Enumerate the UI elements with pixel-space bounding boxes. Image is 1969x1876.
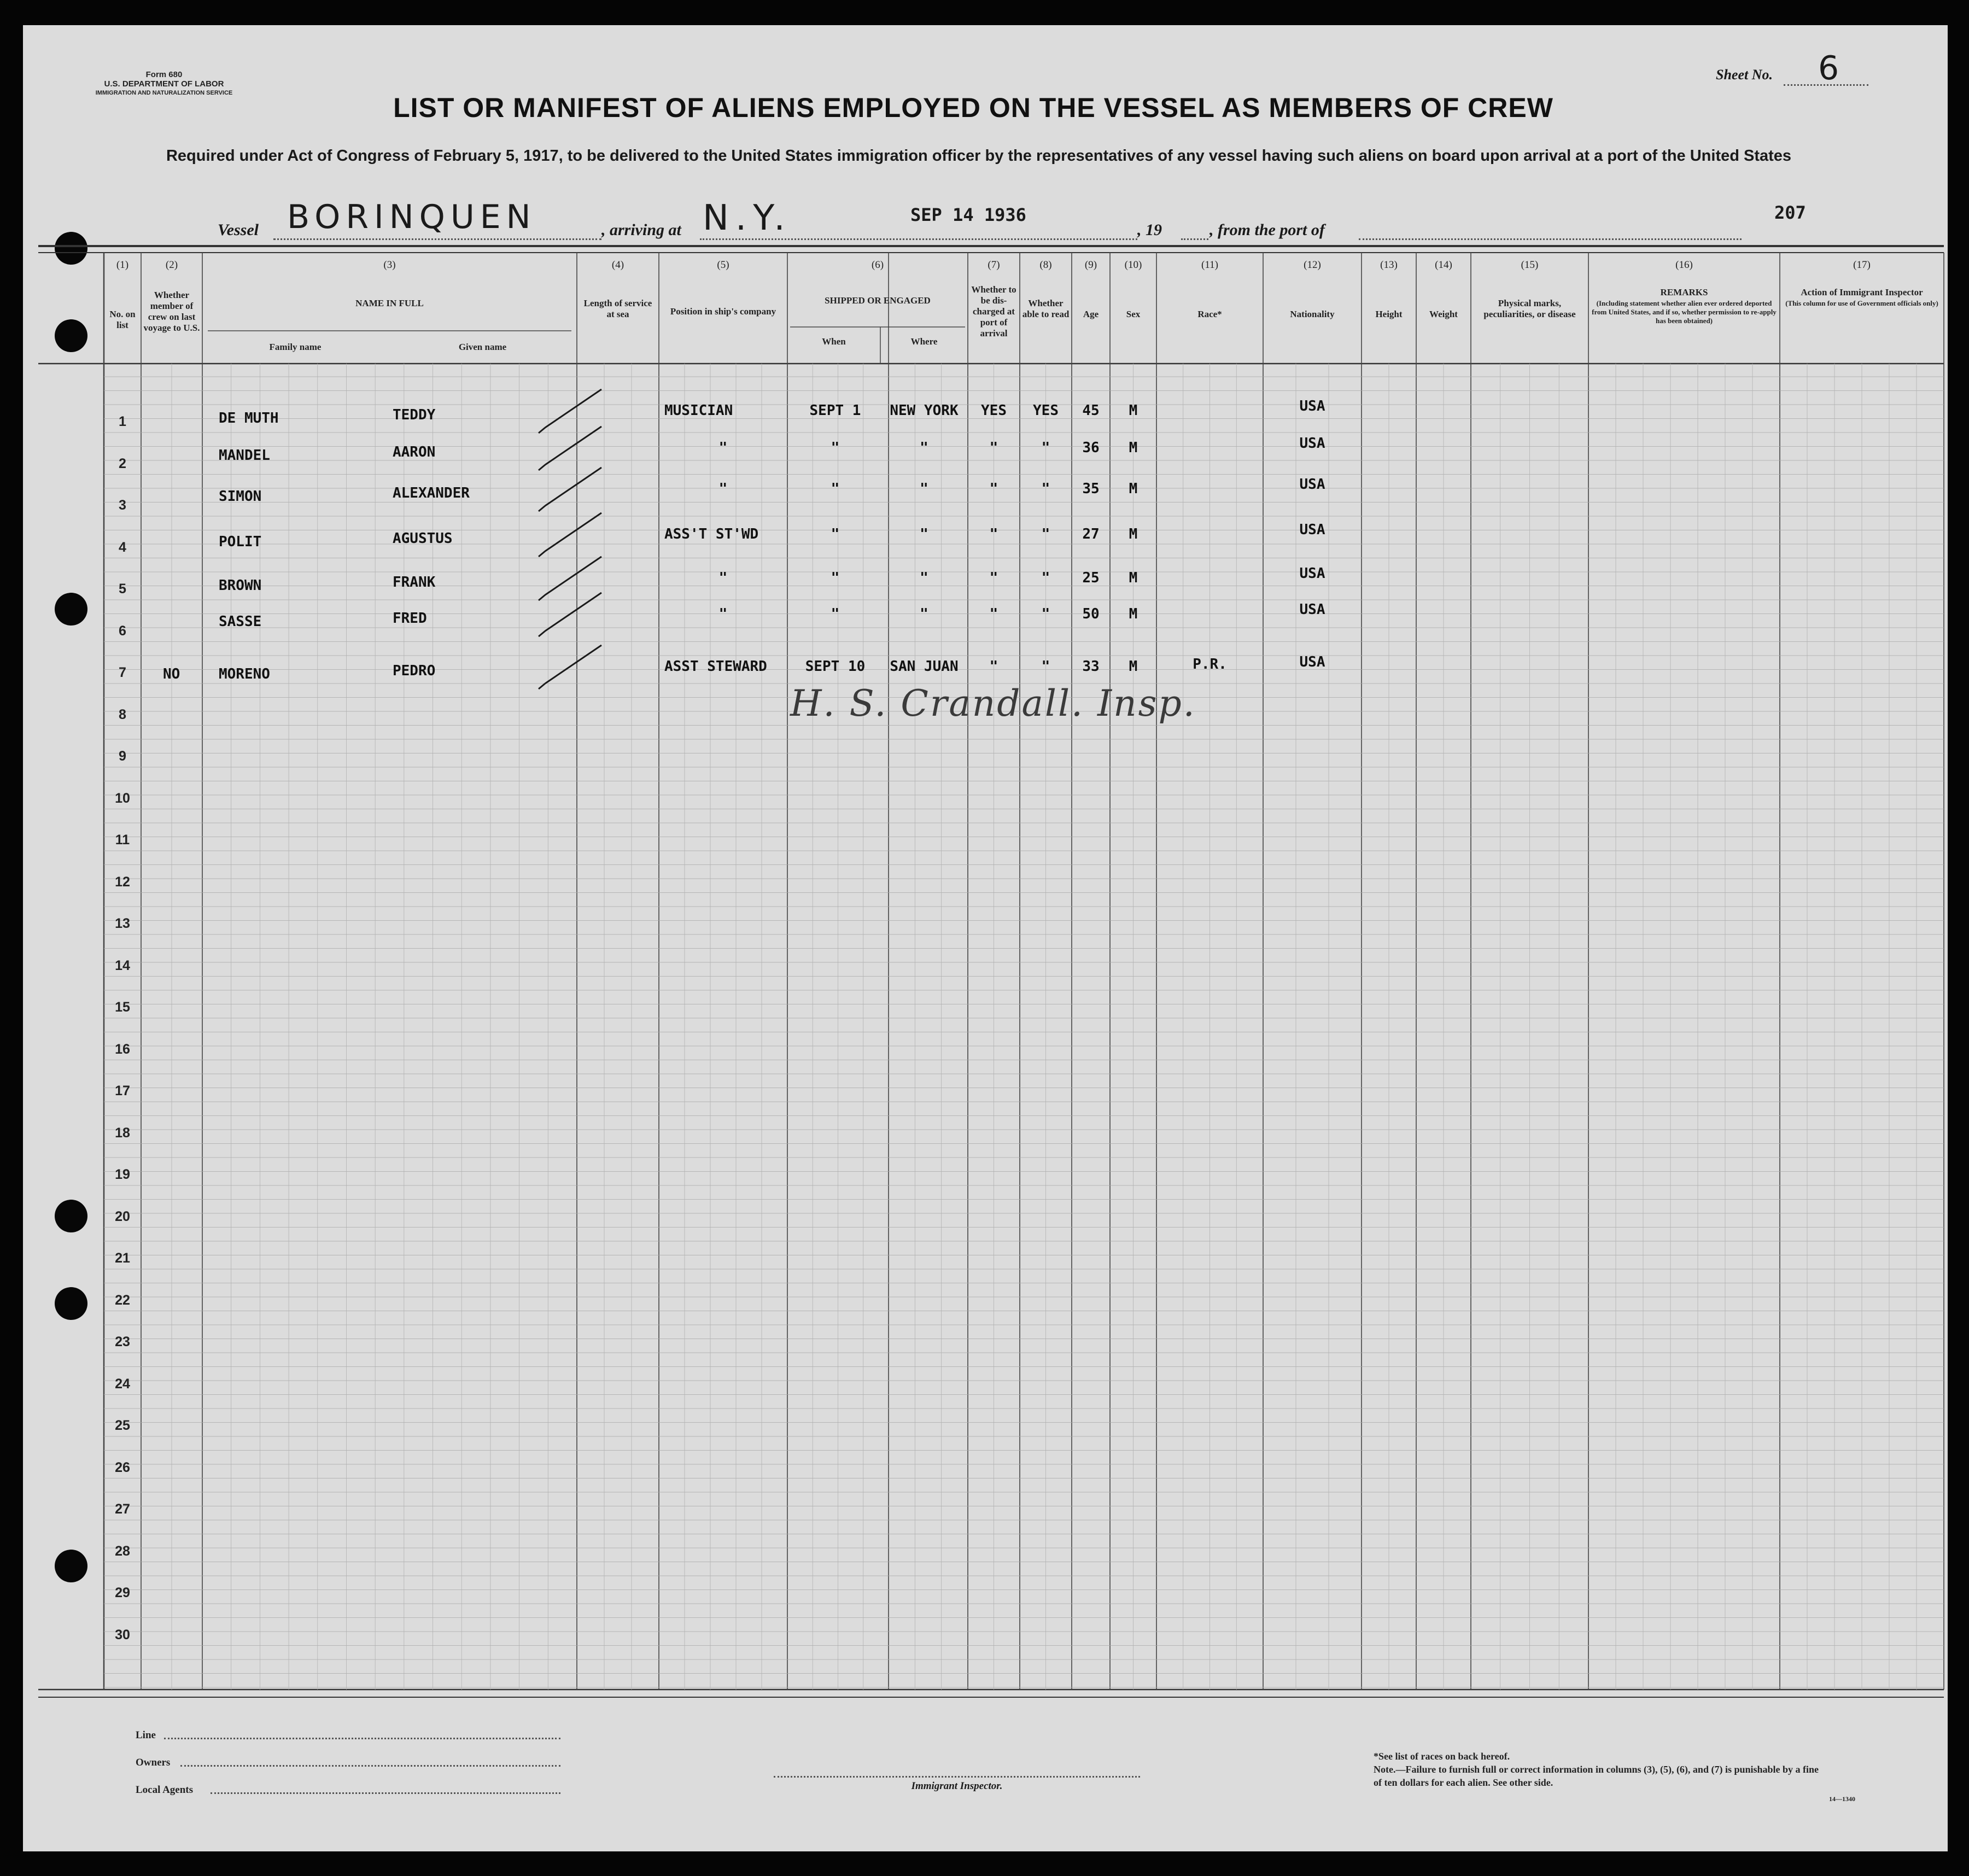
column-number: (3) xyxy=(383,259,396,271)
given-name-cell: AARON xyxy=(393,444,436,460)
row-number: 14 xyxy=(115,957,130,973)
year-prefix: , 19 xyxy=(1137,221,1162,239)
column-label: Height xyxy=(1375,309,1403,319)
family-name-cell: POLIT xyxy=(219,534,262,550)
discharged-cell: " xyxy=(989,440,998,456)
column-label: REMARKS xyxy=(1660,287,1708,297)
row-number: 24 xyxy=(115,1376,130,1392)
nationality-cell: USA xyxy=(1299,654,1325,670)
nationality-cell: USA xyxy=(1299,476,1325,493)
position-cell: " xyxy=(718,606,728,622)
column-sublabel: Family name xyxy=(269,342,322,352)
nationality-cell: USA xyxy=(1299,435,1325,452)
line-field xyxy=(164,1722,560,1739)
column-number: (7) xyxy=(988,259,1000,271)
row-number: 6 xyxy=(119,623,126,639)
column-label: Physical marks, peculiarities, or disease xyxy=(1483,298,1576,319)
able-to-read-cell: " xyxy=(1041,526,1050,542)
row-number: 8 xyxy=(119,706,126,722)
last-voyage-cell: NO xyxy=(163,666,180,682)
column-sublabel: When xyxy=(822,336,846,347)
family-name-cell: DE MUTH xyxy=(219,410,279,426)
sex-cell: M xyxy=(1129,402,1138,419)
shipped-when-cell: SEPT 10 xyxy=(805,658,866,675)
column-label: Weight xyxy=(1429,309,1458,319)
column-label: Sex xyxy=(1126,309,1141,319)
shipped-where-cell: " xyxy=(920,606,928,622)
column-number: (4) xyxy=(611,259,624,271)
inspector-signature: H. S. Crandall. Insp. xyxy=(790,682,1196,724)
inspector-sign-line xyxy=(774,1761,1140,1778)
nationality-cell: USA xyxy=(1299,398,1325,414)
able-to-read-cell: " xyxy=(1041,658,1050,675)
local-agents-field xyxy=(211,1777,560,1794)
row-number: 23 xyxy=(115,1334,130,1349)
column-number: (14) xyxy=(1435,259,1452,271)
date-stamp: SEP 14 1936 xyxy=(910,204,1026,225)
given-name-cell: AGUSTUS xyxy=(393,530,453,547)
able-to-read-cell: " xyxy=(1041,481,1050,497)
family-name-cell: MORENO xyxy=(219,666,270,682)
row-number: 2 xyxy=(119,455,126,471)
line-label: Line xyxy=(136,1729,156,1741)
column-number: (5) xyxy=(717,259,729,271)
able-to-read-cell: " xyxy=(1041,570,1050,586)
owners-field xyxy=(180,1750,560,1767)
row-number: 17 xyxy=(115,1083,130,1098)
row-number: 13 xyxy=(115,916,130,931)
position-cell: " xyxy=(718,570,728,586)
column-label: Whether member of crew on last voyage to U.S. xyxy=(143,290,200,333)
age-cell: 33 xyxy=(1082,658,1100,675)
column-sublabel: Where xyxy=(910,336,938,347)
column-number: (9) xyxy=(1084,259,1097,271)
row-number: 27 xyxy=(115,1501,130,1517)
shipped-where-cell: SAN JUAN xyxy=(890,658,959,675)
vessel-name: BORINQUEN xyxy=(287,198,536,236)
able-to-read-cell: YES xyxy=(1033,402,1059,419)
department-name: U.S. DEPARTMENT OF LABOR xyxy=(104,79,224,89)
shipped-where-cell: " xyxy=(920,481,928,497)
shipped-where-cell: " xyxy=(920,440,928,456)
column-label: Position in ship's company xyxy=(670,306,776,317)
discharged-cell: " xyxy=(989,658,998,675)
able-to-read-cell: " xyxy=(1041,440,1050,456)
nationality-cell: USA xyxy=(1299,601,1325,618)
sheet-number: 6 xyxy=(1818,49,1839,87)
age-cell: 25 xyxy=(1082,570,1100,586)
sheet-number-label: Sheet No. xyxy=(1716,67,1773,83)
shipped-when-cell: " xyxy=(831,570,840,586)
column-number: (13) xyxy=(1380,259,1398,271)
age-cell: 50 xyxy=(1082,606,1100,622)
sex-cell: M xyxy=(1129,440,1138,456)
sex-cell: M xyxy=(1129,481,1138,497)
column-label: SHIPPED OR ENGAGED xyxy=(825,295,931,306)
row-number: 28 xyxy=(115,1543,130,1559)
column-number: (6) xyxy=(871,259,884,271)
arriving-label: , arriving at xyxy=(601,221,681,239)
row-number: 3 xyxy=(119,498,126,513)
row-number: 20 xyxy=(115,1208,130,1224)
row-number: 4 xyxy=(119,539,126,555)
column-label: Action of Immigrant Inspector xyxy=(1801,287,1923,297)
row-number: 1 xyxy=(119,414,126,429)
sex-cell: M xyxy=(1129,658,1138,675)
document-number: 207 xyxy=(1774,202,1806,223)
row-number: 30 xyxy=(115,1627,130,1643)
local-agents-label: Local Agents xyxy=(136,1784,194,1796)
given-name-cell: ALEXANDER xyxy=(393,485,470,501)
column-number: (8) xyxy=(1039,259,1052,271)
given-name-cell: FRED xyxy=(393,610,427,627)
race-cell: P.R. xyxy=(1193,656,1227,673)
shipped-when-cell: " xyxy=(831,526,840,542)
column-label: Race* xyxy=(1197,309,1222,319)
penalty-note: Note.—Failure to furnish full or correct information in columns (3), (5), (6), and (7) is punishable by a fine of ten dollars for each alien. See other side. xyxy=(1374,1764,1819,1788)
row-number: 9 xyxy=(119,749,126,764)
sex-cell: M xyxy=(1129,606,1138,622)
row-number: 21 xyxy=(115,1250,130,1266)
row-number: 16 xyxy=(115,1041,130,1057)
discharged-cell: YES xyxy=(981,402,1007,419)
column-number: (11) xyxy=(1201,259,1218,271)
given-name-cell: FRANK xyxy=(393,574,436,591)
column-label: NAME IN FULL xyxy=(355,298,424,308)
given-name-cell: PEDRO xyxy=(393,663,436,679)
column-label: Whether to be dis-charged at port of arrival xyxy=(971,284,1016,338)
column-number: (16) xyxy=(1675,259,1693,271)
age-cell: 36 xyxy=(1082,440,1100,456)
sex-cell: M xyxy=(1129,526,1138,542)
discharged-cell: " xyxy=(989,481,998,497)
sex-cell: M xyxy=(1129,570,1138,586)
column-label: Whether able to read xyxy=(1022,298,1070,319)
service-name: IMMIGRATION AND NATURALIZATION SERVICE xyxy=(95,90,233,96)
position-cell: " xyxy=(718,481,728,497)
page-title: LIST OR MANIFEST OF ALIENS EMPLOYED ON THE VESSEL AS MEMBERS OF CREW xyxy=(393,92,1553,123)
able-to-read-cell: " xyxy=(1041,606,1050,622)
discharged-cell: " xyxy=(989,570,998,586)
column-label: Nationality xyxy=(1290,309,1335,319)
column-number: (15) xyxy=(1521,259,1539,271)
arrival-port: N.Y. xyxy=(703,198,792,238)
column-number: (1) xyxy=(116,259,129,271)
shipped-where-cell: NEW YORK xyxy=(890,402,959,419)
column-number: (12) xyxy=(1304,259,1321,271)
form-number: Form 680 xyxy=(145,70,183,79)
row-number: 19 xyxy=(115,1167,130,1182)
row-number: 7 xyxy=(119,665,126,680)
row-number: 29 xyxy=(115,1585,130,1600)
shipped-when-cell: " xyxy=(831,481,840,497)
shipped-where-cell: " xyxy=(920,570,928,586)
discharged-cell: " xyxy=(989,606,998,622)
row-number: 5 xyxy=(119,581,126,597)
shipped-when-cell: " xyxy=(831,606,840,622)
column-sublabel: Given name xyxy=(458,342,507,352)
column-label: No. on list xyxy=(109,309,136,330)
row-number: 11 xyxy=(115,832,130,848)
position-cell: MUSICIAN xyxy=(664,402,733,419)
row-number: 18 xyxy=(115,1125,130,1141)
discharged-cell: " xyxy=(989,526,998,542)
family-name-cell: SASSE xyxy=(219,613,262,630)
position-cell: ASST STEWARD xyxy=(664,658,767,675)
page-subtitle: Required under Act of Congress of February 5, 1917, to be delivered to the United States immigration officer by the representatives of any vessel having such aliens on board upon arrival at a port of the United States xyxy=(166,147,1792,165)
row-number: 22 xyxy=(115,1292,130,1308)
age-cell: 45 xyxy=(1082,402,1100,419)
row-number: 25 xyxy=(115,1418,130,1433)
column-label: Age xyxy=(1083,309,1099,319)
nationality-cell: USA xyxy=(1299,565,1325,582)
column-label: Length of service at sea xyxy=(583,298,652,319)
column-number: (2) xyxy=(165,259,178,271)
print-code: 14—1340 xyxy=(1829,1795,1855,1803)
shipped-where-cell: " xyxy=(920,526,928,542)
position-cell: ASS'T ST'WD xyxy=(664,526,759,542)
column-detail: (Including statement whether alien ever ordered deported from United States, and if so, whether permission to re-apply has been obtained) xyxy=(1592,299,1777,325)
row-number: 15 xyxy=(115,1000,130,1015)
given-name-cell: TEDDY xyxy=(393,407,436,423)
age-cell: 35 xyxy=(1082,481,1100,497)
family-name-cell: MANDEL xyxy=(219,447,270,464)
position-cell: " xyxy=(718,440,728,456)
family-name-cell: SIMON xyxy=(219,488,262,505)
shipped-when-cell: SEPT 1 xyxy=(809,402,861,419)
column-number: (10) xyxy=(1124,259,1142,271)
race-note: *See list of races on back hereof. xyxy=(1374,1751,1510,1762)
owners-label: Owners xyxy=(136,1757,171,1768)
shipped-when-cell: " xyxy=(831,440,840,456)
family-name-cell: BROWN xyxy=(219,577,262,594)
age-cell: 27 xyxy=(1082,526,1100,542)
row-number: 12 xyxy=(115,874,130,890)
column-number: (17) xyxy=(1853,259,1871,271)
row-number: 26 xyxy=(115,1459,130,1475)
nationality-cell: USA xyxy=(1299,522,1325,538)
inspector-label: Immigrant Inspector. xyxy=(911,1780,1003,1792)
vessel-label: Vessel xyxy=(218,221,259,239)
from-port-label: , from the port of xyxy=(1210,221,1325,239)
column-detail: (This column for use of Government officials only) xyxy=(1785,299,1938,307)
row-number: 10 xyxy=(115,790,130,806)
